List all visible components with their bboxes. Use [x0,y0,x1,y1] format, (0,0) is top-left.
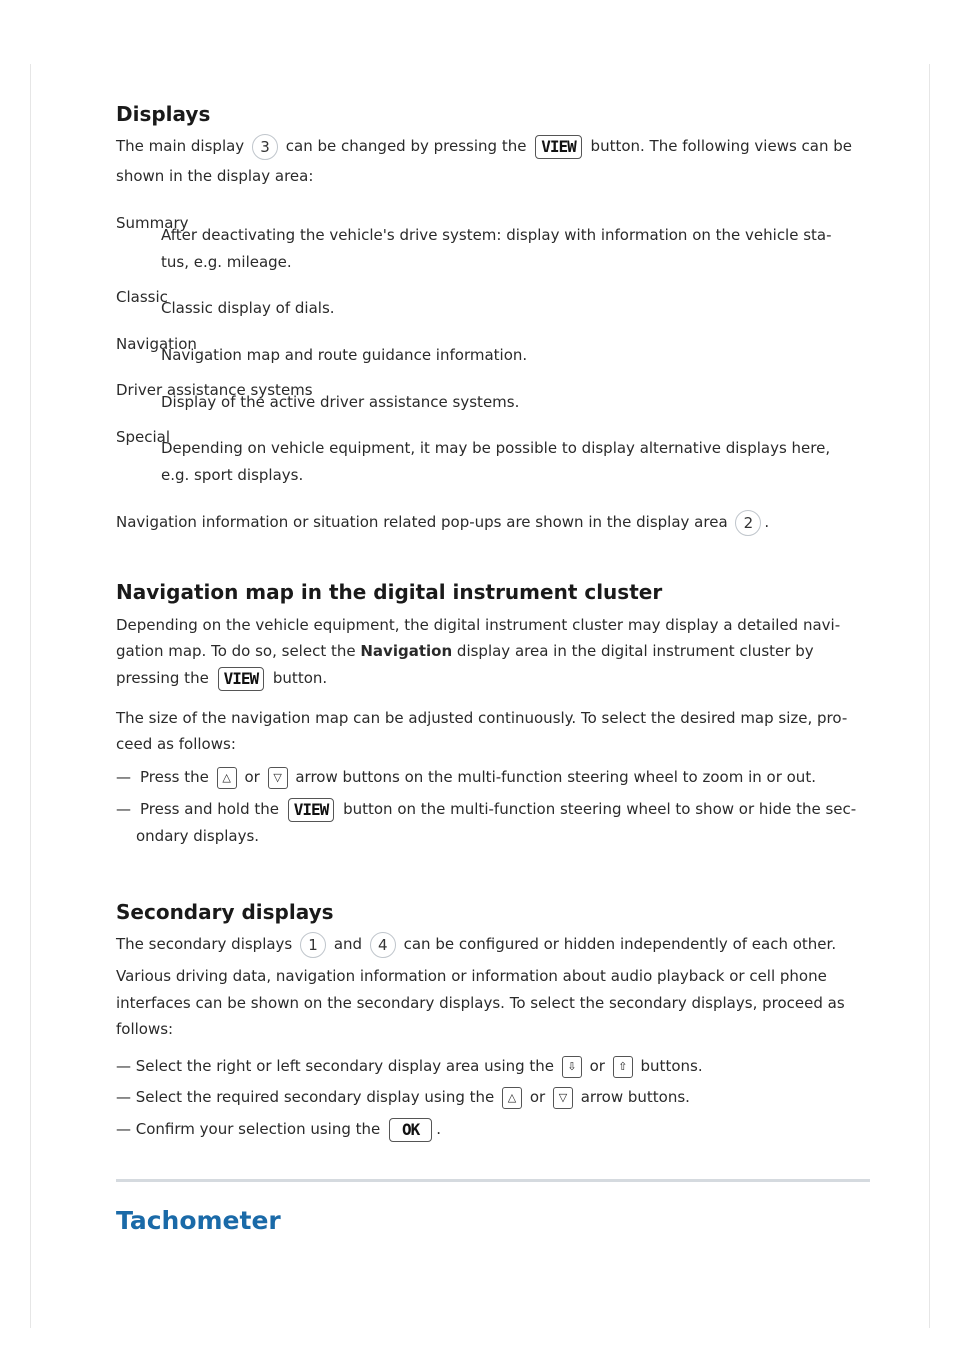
step2-dash: — [116,800,131,818]
callout-3: 3 [252,134,278,160]
callout-1: 1 [300,932,326,958]
ok-button-icon: OK [389,1118,432,1142]
displays-intro: The main display 3 can be changed by pressing the VIEW button. The following views can be [116,133,852,160]
secondary-step2: — Select the required secondary display using the △ or ▽ arrow buttons. [116,1084,690,1110]
secondary-step3: — Confirm your selection using the OK . [116,1116,441,1142]
term-summary: Summary [116,214,189,232]
term-navigation: Navigation [116,335,197,353]
popup-info: Navigation information or situation related pop-ups are shown in the display area 2 . [116,509,769,536]
def-special-1: Depending on vehicle equipment, it may be possible to display alternative displays here, [161,439,831,457]
def-summary-1: After deactivating the vehicle's drive system: display with information on the vehicle sta- [161,226,832,244]
navmap-p1-line1: Depending on the vehicle equipment, the digital instrument cluster may display a detailed navi- [116,616,841,634]
secondary-p2-line2: interfaces can be shown on the secondary displays. To select the secondary displays, proceed as [116,994,845,1012]
navmap-p2-line2: ceed as follows: [116,735,236,753]
def-special-2: e.g. sport displays. [161,466,304,484]
secondary-step1: — Select the right or left secondary display area using the ⇩ or ⇧ buttons. [116,1053,703,1079]
step1-text: Press the △ or ▽ arrow buttons on the multi-function steering wheel to zoom in or out. [140,764,816,790]
section-divider [116,1179,870,1182]
displays-intro-line2: shown in the display area: [116,167,314,185]
arrow-down-icon: ▽ [268,767,288,789]
navmap-heading: Navigation map in the digital instrument cluster [116,580,663,604]
arrow-down-icon: ▽ [553,1087,573,1109]
tachometer-heading: Tachometer [116,1206,281,1235]
step1-dash: — [116,768,131,786]
navmap-p2-line1: The size of the navigation map can be adjusted continuously. To select the desired map size, pro- [116,709,848,727]
arrow-up-icon: △ [217,767,237,789]
def-driver-assistance: Display of the active driver assistance systems. [161,393,520,411]
def-summary-2: tus, e.g. mileage. [161,253,292,271]
step2-text: Press and hold the VIEW button on the multi-function steering wheel to show or hide the sec- [140,796,856,822]
callout-2: 2 [735,510,761,536]
left-secondary-display-icon: ⇩ [562,1056,582,1078]
def-navigation: Navigation map and route guidance information. [161,346,528,364]
secondary-heading: Secondary displays [116,900,334,924]
right-margin-line [929,64,930,1328]
arrow-up-icon: △ [502,1087,522,1109]
term-special: Special [116,428,171,446]
view-button-icon: VIEW [535,135,582,159]
secondary-p2-line1: Various driving data, navigation information or information about audio playback or cell phone [116,967,827,985]
step2-line2: ondary displays. [136,827,260,845]
displays-heading: Displays [116,102,211,126]
view-button-icon: VIEW [218,667,265,691]
right-secondary-display-icon: ⇧ [613,1056,633,1078]
navmap-p1-line3: pressing the VIEW button. [116,665,327,691]
def-classic: Classic display of dials. [161,299,335,317]
secondary-p1: The secondary displays 1 and 4 can be configured or hidden independently of each other. [116,931,836,958]
term-classic: Classic [116,288,168,306]
left-margin-line [30,64,31,1328]
term-driver-assistance: Driver assistance systems [116,381,313,399]
secondary-p2-line3: follows: [116,1020,174,1038]
callout-4: 4 [370,932,396,958]
navmap-p1-line2: gation map. To do so, select the Navigation display area in the digital instrument cluster by [116,642,814,660]
view-button-icon: VIEW [288,798,335,822]
